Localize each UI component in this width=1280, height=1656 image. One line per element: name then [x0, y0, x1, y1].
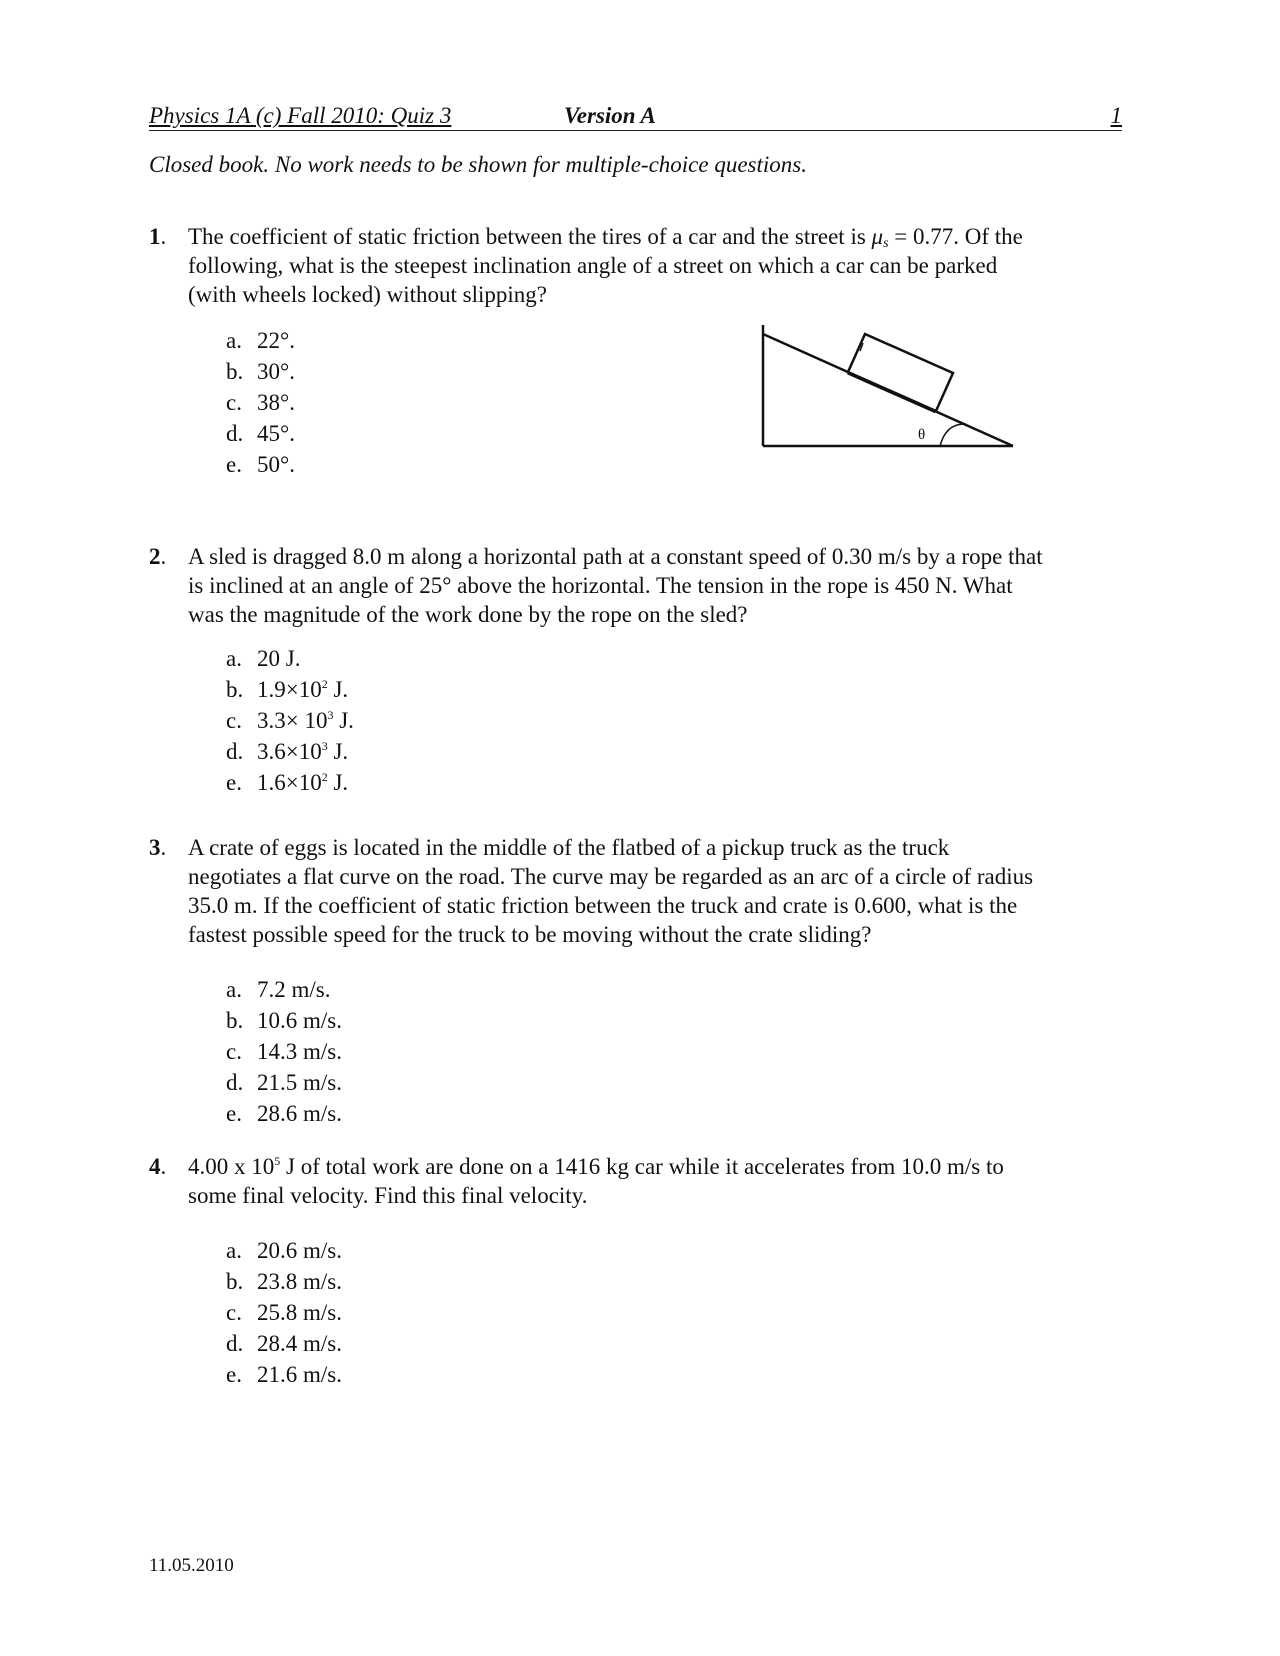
option-a[interactable]: a. 20.6 m/s.	[226, 1238, 342, 1263]
answer-options	[226, 325, 295, 480]
block	[848, 334, 953, 411]
question-line: The coefficient of static friction between the tires of a car and the street is $\mu_s = 0.77$. Of the	[188, 224, 1023, 251]
question-line: is inclined at an angle of 25° above the horizontal. The tension in the rope is 450 N. What	[188, 573, 1013, 598]
option-b[interactable]: b. 30°.	[226, 359, 295, 384]
incline-diagram	[760, 322, 1020, 452]
question-text	[188, 542, 1188, 629]
quiz-header	[149, 102, 1122, 131]
quiz-title	[149, 102, 451, 130]
question-line: 4.00 x $10^5$ J of total work are done on a 1416 kg car while it accelerates from 10.0 m/s to	[188, 1154, 1004, 1179]
option-e[interactable]: e. 21.6 m/s.	[226, 1362, 342, 1387]
question-number: 1.	[149, 224, 167, 249]
option-d[interactable]: d. $3.6\times 10^3$ J.	[226, 739, 349, 764]
question-line: fastest possible speed for the truck to be moving without the crate sliding?	[188, 922, 872, 947]
footer-date: 11.05.2010	[149, 1555, 234, 1576]
option-d[interactable]: d. 45°.	[226, 421, 295, 446]
question-number: 2.	[149, 544, 167, 569]
quiz-title-text: Physics 1A (c) Fall 2010: Quiz 3	[149, 103, 452, 128]
option-a[interactable]: a. 20 J.	[226, 646, 301, 671]
instructions: Closed book. No work needs to be shown for multiple-choice questions.	[149, 152, 807, 177]
question-text	[188, 222, 1188, 309]
angle-label: θ	[918, 427, 926, 443]
option-c[interactable]: c. 25.8 m/s.	[226, 1300, 342, 1325]
option-c[interactable]: c. $3.3\times 10^3$ J.	[226, 708, 354, 733]
answer-options	[226, 643, 354, 798]
angle-arc	[940, 424, 966, 446]
answer-options	[226, 974, 342, 1129]
page-number: 1	[1110, 103, 1122, 128]
question-line: some final velocity. Find this final velocity.	[188, 1183, 588, 1208]
option-e[interactable]: e. 28.6 m/s.	[226, 1101, 342, 1126]
option-d[interactable]: d. 28.4 m/s.	[226, 1331, 342, 1356]
option-c[interactable]: c. 38°.	[226, 390, 295, 415]
question-line: 35.0 m. If the coefficient of static friction between the truck and crate is 0.600, what is the	[188, 893, 1018, 918]
option-b[interactable]: b. 23.8 m/s.	[226, 1269, 342, 1294]
mu-symbol: $\mu_s$	[871, 224, 889, 251]
option-b[interactable]: b. $1.9\times 10^2$ J.	[226, 677, 349, 702]
question-line: following, what is the steepest inclination angle of a street on which a car can be parked	[188, 253, 998, 278]
question-line: A crate of eggs is located in the middle of the flatbed of a pickup truck as the truck	[188, 835, 950, 860]
option-e[interactable]: e. 50°.	[226, 452, 295, 477]
option-b[interactable]: b. 10.6 m/s.	[226, 1008, 342, 1033]
quiz-version: Version A	[564, 103, 656, 128]
option-e[interactable]: e. $1.6\times 10^2$ J.	[226, 770, 349, 795]
question-text	[188, 833, 1188, 949]
option-c[interactable]: c. 14.3 m/s.	[226, 1039, 342, 1064]
answer-options	[226, 1235, 342, 1390]
question-line: was the magnitude of the work done by the rope on the sled?	[188, 602, 748, 627]
question-line: (with wheels locked) without slipping?	[188, 282, 547, 307]
option-d[interactable]: d. 21.5 m/s.	[226, 1070, 342, 1095]
question-number: 3.	[149, 835, 167, 860]
option-a[interactable]: a. 7.2 m/s.	[226, 977, 331, 1002]
option-a[interactable]: a. 22°.	[226, 328, 295, 353]
question-number: 4.	[149, 1154, 167, 1179]
question-text	[188, 1152, 1188, 1210]
question-line: A sled is dragged 8.0 m along a horizontal path at a constant speed of 0.30 m/s by a rope that	[188, 544, 1043, 569]
question-line: negotiates a flat curve on the road. The curve may be regarded as an arc of a circle of radius	[188, 864, 1034, 889]
